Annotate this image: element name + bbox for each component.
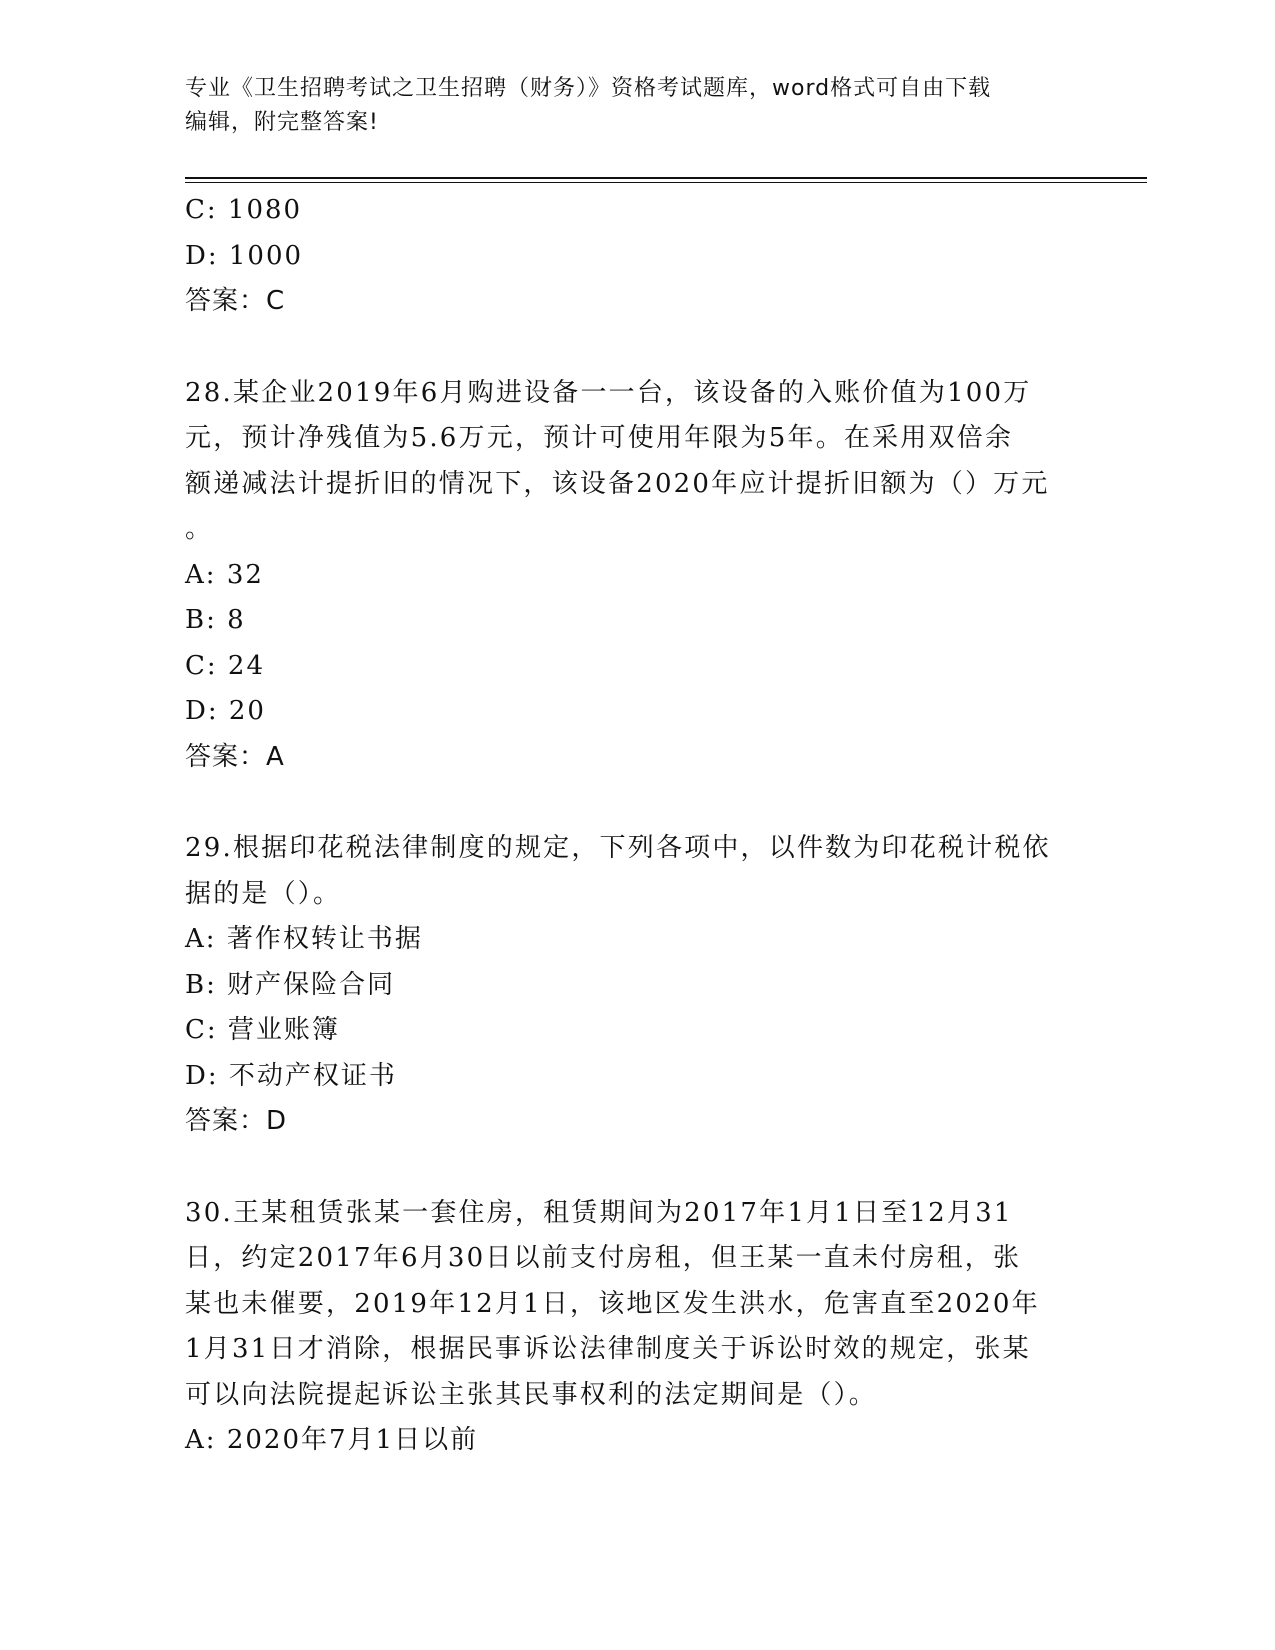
option-b: [185, 598, 1075, 644]
option-text: 1080: [227, 195, 303, 225]
question-stem-line: 。: [185, 514, 214, 544]
option-d: [185, 234, 1075, 280]
option-text: 著作权转让书据: [226, 924, 423, 954]
question-stem-line: 据的是（）。: [185, 878, 342, 909]
question-stem-line: 元，预计净残值为5.6万元，预计可使用年限为5年。在采用双倍余: [185, 423, 1014, 453]
option-b: [185, 963, 1075, 1009]
answer-line: 答案：D: [185, 1106, 288, 1136]
option-letter: D:: [185, 1060, 219, 1091]
question-stem-line: 可以向法院提起诉讼主张其民事权利的法定期间是（）。: [185, 1379, 878, 1410]
option-letter: A:: [185, 1425, 217, 1455]
option-text: 2020年7月1日以前: [226, 1425, 479, 1455]
option-letter: D:: [185, 240, 219, 271]
option-text: 32: [226, 559, 264, 590]
document-body: [185, 188, 1075, 1464]
option-text: 8: [227, 605, 246, 635]
header-rule-thick: [185, 177, 1147, 179]
question-28: [185, 371, 1075, 781]
question-stem-line: 29.根据印花税法律制度的规定，下列各项中，以件数为印花税计税依: [185, 833, 1051, 863]
option-a: [185, 1418, 1075, 1464]
question-stem-line: 某也未催要，2019年12月1日，该地区发生洪水，危害直至2020年: [185, 1288, 1040, 1319]
option-text: 不动产权证书: [228, 1060, 397, 1091]
option-c: [185, 1008, 1075, 1054]
option-letter: C:: [185, 1015, 218, 1045]
option-text: 24: [227, 650, 266, 681]
option-letter: C:: [185, 195, 218, 225]
question-stem-line: 1月31日才消除，根据民事诉讼法律制度关于诉讼时效的规定，张某: [185, 1334, 1031, 1364]
header-line-2: 编辑，附完整答案!: [185, 110, 379, 135]
option-a: [185, 917, 1075, 963]
header-rule-thin: [185, 182, 1147, 183]
option-a: [185, 553, 1075, 599]
option-text: 1000: [228, 240, 304, 271]
option-text: 20: [228, 696, 266, 726]
question-stem-line: 28.某企业2019年6月购进设备一一台，该设备的入账价值为100万: [185, 377, 1032, 408]
option-text: 财产保险合同: [227, 969, 396, 1000]
option-c: [185, 644, 1075, 690]
option-letter: B:: [185, 605, 217, 635]
question-29: [185, 826, 1075, 1145]
document-header: [185, 72, 1085, 140]
option-letter: A:: [185, 924, 217, 954]
answer-line: 答案：C: [185, 286, 286, 316]
question-stem-line: 额递减法计提折旧的情况下，该设备2020年应计提折旧额为（）万元: [185, 468, 1050, 499]
option-c: [185, 188, 1075, 234]
answer-line: 答案：A: [185, 741, 285, 772]
option-d: [185, 689, 1075, 735]
option-letter: A:: [185, 559, 217, 590]
question-27-continued: [185, 188, 1075, 325]
question-30: [185, 1191, 1075, 1464]
header-line-1: 专业《卫生招聘考试之卫生招聘（财务）》资格考试题库，word格式可自由下载: [185, 76, 992, 101]
question-stem-line: 30.王某租赁张某一套住房，租赁期间为2017年1月1日至12月31: [185, 1197, 1013, 1228]
option-text: 营业账簿: [227, 1015, 340, 1045]
option-letter: D:: [185, 696, 219, 726]
option-d: [185, 1054, 1075, 1100]
option-letter: B:: [185, 969, 217, 1000]
option-letter: C:: [185, 650, 218, 681]
question-stem-line: 日，约定2017年6月30日以前支付房租，但王某一直未付房租，张: [185, 1243, 1022, 1273]
